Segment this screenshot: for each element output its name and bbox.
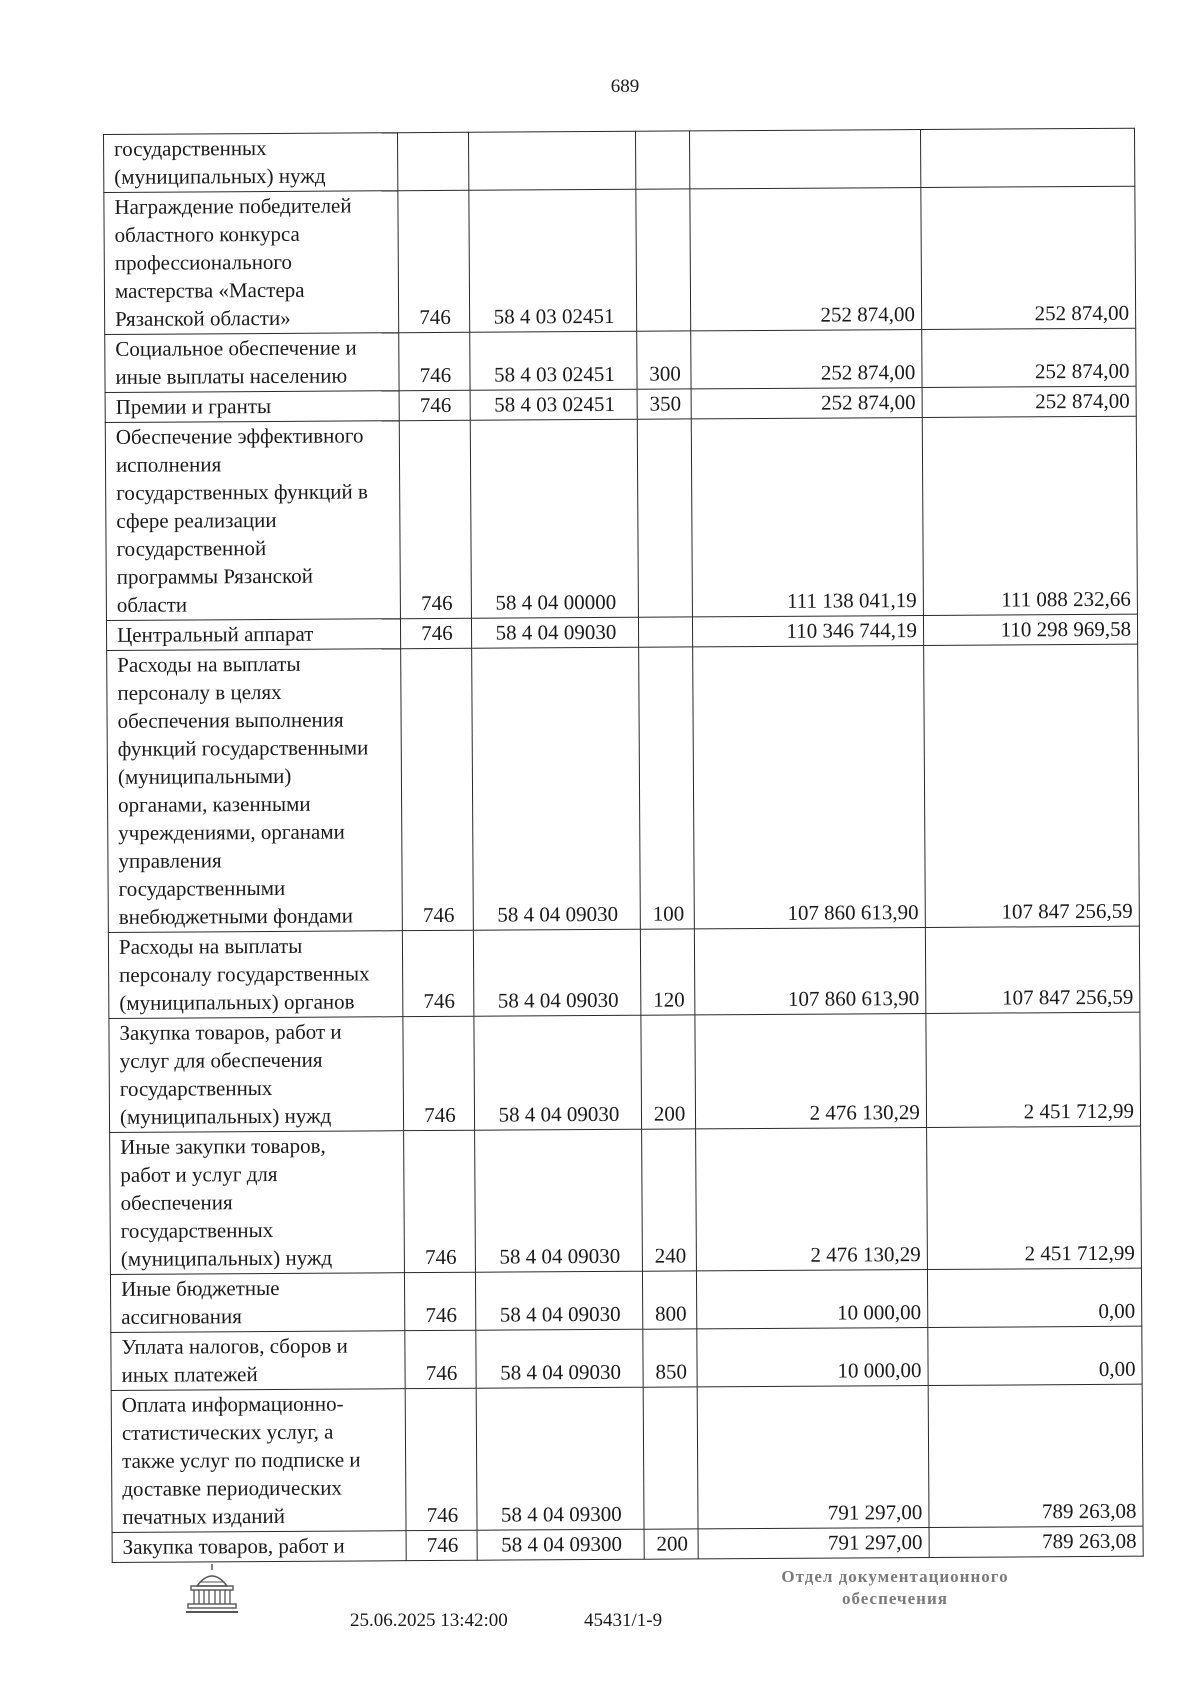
table-row (104, 128, 1135, 192)
amount2-cell: 107 847 256,59 (925, 926, 1140, 1013)
expense-name-line: государственной (116, 536, 267, 561)
duma-building-icon (183, 1560, 241, 1616)
type-cell: 120 (640, 929, 695, 1015)
expense-name-line: учреждениями, органами (118, 819, 345, 845)
type-cell: 200 (644, 1529, 698, 1559)
expense-name-line: Уплата налогов, сборов и (121, 1333, 348, 1359)
expense-name-line: Обеспечение эффективного (115, 423, 364, 449)
ministry-cell: 746 (399, 420, 471, 618)
table-row (105, 416, 1137, 620)
expense-name-line: Премии и гранты (115, 393, 272, 419)
expense-name-line: профессионального (114, 249, 293, 275)
expense-name-cell (104, 133, 398, 193)
expense-name-line: ассигнования (121, 1304, 242, 1329)
expense-name-line: государственными (118, 875, 286, 901)
expense-name-line: программы Рязанской (116, 563, 313, 589)
code-cell: 58 4 03 02451 (470, 331, 638, 390)
amount2-cell: 0,00 (927, 1268, 1141, 1327)
ministry-cell: 746 (398, 190, 470, 332)
amount1-cell: 791 297,00 (698, 1527, 929, 1558)
expense-name-line: персоналу государственных (119, 961, 370, 987)
amount1-cell: 107 860 613,90 (695, 927, 926, 1014)
expense-name-line: работ и услуг для (120, 1161, 278, 1187)
expense-name-line: статистических услуг, а (121, 1419, 334, 1445)
ministry-cell: 746 (405, 1330, 476, 1388)
amount2-cell: 252 874,00 (921, 186, 1136, 329)
expense-name-line: сфере реализации (116, 507, 277, 533)
expense-name-line: областного конкурса (114, 221, 300, 247)
expense-name-line: Иные бюджетные (120, 1275, 280, 1301)
expense-name-line: (муниципальных) органов (119, 989, 355, 1015)
amount2-cell: 789 263,08 (928, 1384, 1143, 1527)
code-cell: 58 4 03 02451 (469, 189, 637, 332)
type-cell: 850 (643, 1329, 697, 1387)
type-cell: 200 (641, 1015, 696, 1129)
code-cell: 58 4 04 09030 (471, 617, 639, 648)
expense-name-cell (110, 1273, 404, 1333)
expense-name-line: Центральный аппарат (116, 621, 314, 647)
expense-name-line: государственных функций в (116, 479, 368, 505)
amount1-cell: 10 000,00 (697, 1269, 928, 1328)
table-row (109, 1012, 1141, 1132)
type-cell (636, 131, 690, 189)
table-row (110, 1126, 1142, 1274)
amount2-cell: 252 874,00 (922, 386, 1136, 417)
expense-name-line: Закупка товаров, работ и (122, 1533, 345, 1559)
footer-registration-number: 45431/1-9 (584, 1610, 663, 1631)
expense-name-line: (муниципальных) нужд (120, 1245, 333, 1271)
ministry-cell: 746 (404, 1130, 476, 1272)
amount2-cell: 2 451 712,99 (926, 1126, 1141, 1269)
budget-table (103, 128, 1144, 1563)
expense-name-line: Рязанской области» (115, 305, 291, 331)
code-cell: 58 4 04 09030 (476, 1329, 644, 1388)
type-cell: 800 (643, 1271, 697, 1329)
expense-name-cell (105, 421, 400, 621)
expense-name-line: государственных (119, 1075, 273, 1101)
table-row (107, 644, 1140, 932)
table-row (105, 328, 1136, 392)
expense-name-line: Оплата информационно- (121, 1391, 344, 1417)
expense-name-line: (муниципальными) (117, 763, 292, 789)
expense-name-line: мастерства «Мастера (114, 277, 305, 303)
code-cell: 58 4 04 09030 (471, 647, 640, 930)
expense-name-line: доставке периодических (122, 1475, 343, 1501)
expense-name-line: управления (118, 848, 222, 873)
expense-name-cell (108, 931, 403, 1019)
expense-name-cell (104, 191, 399, 335)
page-number: 689 (610, 76, 640, 97)
table-row (111, 1384, 1143, 1532)
expense-name-line: органами, казенными (118, 791, 311, 817)
amount2-cell (920, 128, 1134, 187)
expense-name-line: функций государственными (117, 735, 369, 761)
code-cell: 58 4 04 09030 (475, 1271, 643, 1330)
expense-name-line: иных платежей (121, 1362, 258, 1387)
amount2-cell: 0,00 (928, 1326, 1142, 1385)
amount1-cell: 2 476 130,29 (696, 1127, 928, 1270)
expense-name-cell (105, 333, 399, 393)
amount1-cell (690, 130, 921, 189)
expense-name-line: персоналу в целях (117, 679, 282, 705)
ministry-cell: 746 (399, 390, 470, 420)
footer-timestamp: 25.06.2025 13:42:00 (350, 1610, 508, 1631)
table-row (110, 1268, 1141, 1332)
type-cell (639, 617, 693, 647)
type-cell: 350 (637, 389, 691, 419)
ministry-cell: 746 (401, 618, 472, 648)
expense-name-cell (109, 1017, 404, 1133)
amount1-cell: 252 874,00 (690, 188, 922, 331)
table-row (108, 926, 1140, 1018)
amount1-cell: 252 874,00 (691, 330, 922, 389)
expense-name-line: Награждение победителей (114, 193, 352, 219)
ministry-cell: 746 (401, 648, 473, 930)
amount1-cell: 111 138 041,19 (691, 418, 923, 617)
type-cell: 240 (642, 1129, 697, 1271)
amount1-cell: 791 297,00 (697, 1385, 929, 1528)
expense-name-line: также услуг по подписке и (122, 1447, 361, 1473)
expense-name-line: Закупка товаров, работ и (119, 1019, 342, 1045)
ministry-cell: 746 (399, 332, 470, 390)
amount1-cell: 10 000,00 (697, 1327, 928, 1386)
table-body (104, 128, 1144, 1562)
amount2-cell: 111 088 232,66 (922, 416, 1137, 615)
expense-name-line: Социальное обеспечение и (115, 335, 357, 361)
expense-name-line: государственных (120, 1217, 274, 1243)
amount1-cell: 110 346 744,19 (693, 615, 924, 646)
expense-name-line: печатных изданий (122, 1503, 286, 1529)
table-row (111, 1326, 1142, 1390)
expense-name-cell (111, 1389, 406, 1533)
table-row (112, 1526, 1143, 1562)
ministry-cell: 746 (406, 1530, 477, 1560)
code-cell: 58 4 04 00000 (470, 419, 639, 618)
expense-name-cell (111, 1331, 405, 1391)
ministry-cell: 746 (403, 1016, 474, 1130)
expense-name-cell (107, 649, 403, 933)
ministry-cell: 746 (405, 1388, 477, 1530)
expense-name-line: услуг для обеспечения (119, 1047, 323, 1073)
table-row (104, 186, 1136, 334)
amount2-cell: 789 263,08 (929, 1526, 1143, 1557)
amount1-cell: 252 874,00 (691, 388, 922, 419)
department-stamp-line: Отдел документационного (781, 1567, 1009, 1586)
expense-name-line: Расходы на выплаты (118, 933, 303, 959)
expense-name-cell (105, 391, 399, 423)
type-cell (643, 1387, 698, 1529)
amount2-cell: 2 451 712,99 (926, 1012, 1141, 1127)
expense-name-line: (муниципальных) нужд (114, 163, 326, 189)
code-cell: 58 4 04 09030 (474, 1129, 642, 1272)
ministry-cell: 746 (405, 1272, 476, 1330)
expense-name-line: области (116, 592, 188, 617)
expense-name-line: государственных (114, 136, 267, 161)
type-cell (637, 419, 692, 617)
amount2-cell: 252 874,00 (922, 328, 1136, 387)
expense-name-line: внебюджетными фондами (118, 903, 354, 929)
code-cell: 58 4 03 02451 (470, 389, 638, 420)
department-stamp-line: обеспечения (842, 1589, 948, 1608)
type-cell: 100 (639, 647, 695, 929)
ministry-cell: 746 (402, 930, 473, 1016)
expense-name-line: обеспечения (120, 1190, 233, 1215)
ministry-cell (398, 132, 469, 190)
expense-name-line: Иные закупки товаров, (120, 1133, 326, 1159)
amount1-cell: 107 860 613,90 (693, 645, 925, 928)
code-cell: 58 4 04 09300 (476, 1387, 644, 1530)
type-cell: 300 (637, 331, 691, 389)
expense-name-cell (106, 619, 400, 651)
expense-name-cell (112, 1531, 406, 1563)
expense-name-line: исполнения (115, 452, 222, 477)
type-cell (636, 189, 691, 331)
expense-name-line: Расходы на выплаты (117, 651, 301, 677)
code-cell: 58 4 04 09300 (477, 1529, 645, 1560)
expense-name-line: иные выплаты населению (115, 363, 348, 389)
amount2-cell: 107 847 256,59 (924, 644, 1140, 927)
amount2-cell: 110 298 969,58 (923, 614, 1137, 645)
code-cell: 58 4 04 09030 (474, 1015, 642, 1130)
code-cell: 58 4 04 09030 (473, 929, 641, 1016)
department-stamp (760, 1566, 1030, 1610)
expense-name-line: обеспечения выполнения (117, 707, 344, 733)
expense-name-cell (110, 1131, 405, 1275)
code-cell (468, 131, 636, 190)
expense-name-line: (муниципальных) нужд (119, 1103, 332, 1129)
amount1-cell: 2 476 130,29 (695, 1013, 926, 1128)
